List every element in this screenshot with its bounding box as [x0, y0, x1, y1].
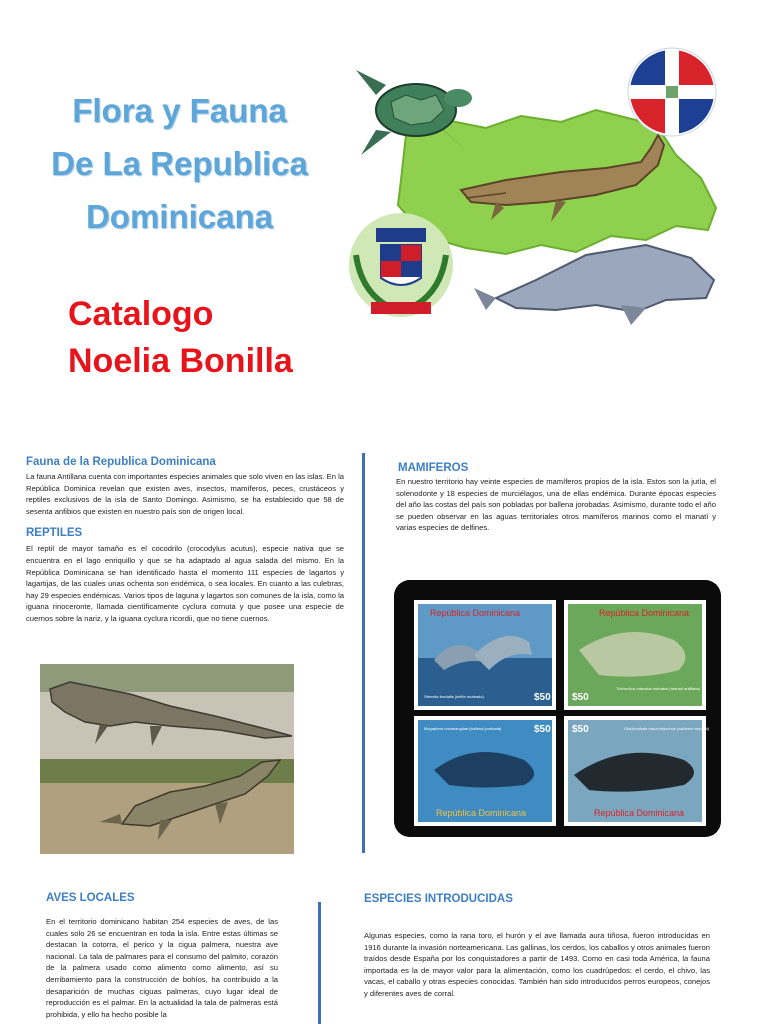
stamp-country: República Dominicana: [436, 808, 527, 818]
stamp-dolphins: [414, 600, 556, 710]
mamiferos-heading: MAMIFEROS: [398, 462, 469, 474]
stamp-value: $50: [572, 724, 589, 735]
reptile-photo: [40, 664, 294, 854]
stamp-country: República Dominicana: [594, 808, 685, 818]
author-name: Noelia Bonilla: [68, 342, 293, 380]
stamp-pilot-whale: [564, 716, 710, 826]
flag-dominican-icon: [627, 47, 717, 137]
stamp-country: República Dominicana: [599, 608, 690, 618]
page-title: [22, 84, 337, 243]
aves-section: [46, 892, 278, 1020]
reptiles-text: El reptil de mayor tamaño es el cocodrilo (crocodylus acutus), especie nativa que se encuentra en el lago enriquillo y que se ha adaptado al agua salada del mismo. En la República Dominicana se han identificado hasta el momento 111 especies de lagartos y lagartijas, de las cuales unas ochenta son endémica, o sea locales. En cuanto a las culebras, hay 29 especies endémicas. Varios tipos de laguna y lagartos son comunes de la isla, como la iguana rinoceronte, llamada científicamente cyclura cornuta y que posee una especie de cuernos sobre la nariz, y la iguana cyclura ricordii, que no tiene cuernos.: [26, 544, 344, 623]
stamp-caption: Globicephala macrorhynchus (calderón tropical): [624, 726, 709, 731]
coat-of-arms-icon: [349, 213, 453, 317]
title-line: De La Republica: [51, 145, 308, 182]
title-line: Flora y Fauna: [72, 92, 287, 129]
stamp-value: $50: [572, 692, 589, 703]
catalog-label: Catalogo: [68, 295, 214, 333]
introducidas-text: Algunas especies, como la rana toro, el hurón y el ave llamada aura tiñosa, fueron introducidas en 1916 durante la invasión norteamericana. Las gallinas, los cerdos, los caballos y otros animales fueron traídos desde España por los conquistadores a partir de 1493. Como en casi toda América, la fauna importada es la de mayor valor para la alimentación, como los cuadrúpedos: el cerdo, el chivo, las vacas, el caballo y otras especies conocidas. También han sido introducidos perros europeos, conejos y diferentes aves de corral.: [364, 931, 710, 998]
fauna-text: La fauna Antillana cuenta con importantes especies animales que solo viven en las islas. En la República Dominica revelan que existen aves, insectos, mamíferos, peces, crustáceos y reptiles exclusivos de la isla de Santo Domingo. Asimismo, se ha establecido que 58 de sesenta anfibios que existen en nuestro país son de origen local.: [26, 472, 344, 516]
aves-text: En el territorio dominicano habitan 254 especies de aves, de las cuales solo 26 se encuentran en toda la isla. Entre estas últimas se destacan la cotorra, el perico y la cigua palmera, nuestra ave nacional. La tala de palmares para el consumo del palmito, corazón de la palmera usado como alimento como alimento, así su derribamiento para la construcción de bohíos, ha contribuido a la desaparición de muchas ciguas palmeras, cuyo lugar ideal de reproducción es el palmar. En la actualidad la tala de palmeras está prohibida, y ello ha hecho posible la: [46, 917, 278, 1019]
left-column: [26, 456, 344, 625]
stamp-manatee: [564, 600, 706, 710]
fauna-heading: Fauna de la Republica Dominicana: [26, 456, 216, 468]
stamp-caption: Stenella frontalis (delfín moteado): [424, 694, 484, 699]
introducidas-section: [364, 893, 710, 1000]
catalog-author: [68, 291, 293, 385]
stamp-whale: [414, 716, 556, 826]
mamiferos-text: En nuestro territorio hay veinte especies de mamíferos propios de la isla. Estos son la jutía, el solenodonte y 18 especies de murciélagos, una de ellas endémica. Durante épocas especies del año las costas del país son pobladas por ballena jorobadas. Asimismo, durante todo el año se pueden observar en las aguas territoriales otros mamíferos marinos como el manatí y varias especies de delfines.: [396, 477, 716, 533]
manatee-icon: [474, 245, 714, 325]
aves-heading: AVES LOCALES: [46, 892, 135, 904]
stamp-value: $50: [534, 724, 551, 735]
column-divider: [362, 453, 365, 853]
column-divider: [318, 902, 321, 1024]
title-line: Dominicana: [85, 198, 274, 235]
introducidas-heading: ESPECIES INTRODUCIDAS: [364, 893, 513, 905]
stamp-caption: Trichechus manatus manatus (manatí antillano): [616, 686, 701, 691]
cover-section: [0, 0, 768, 420]
right-column: [396, 462, 716, 534]
stamp-country: República Dominicana: [430, 608, 521, 618]
stamp-value: $50: [534, 692, 551, 703]
stamp-caption: Megaptera novaeangliae (ballena jorobada): [424, 726, 502, 731]
reptiles-heading: REPTILES: [26, 527, 83, 540]
stamp-sheet: [394, 580, 721, 837]
